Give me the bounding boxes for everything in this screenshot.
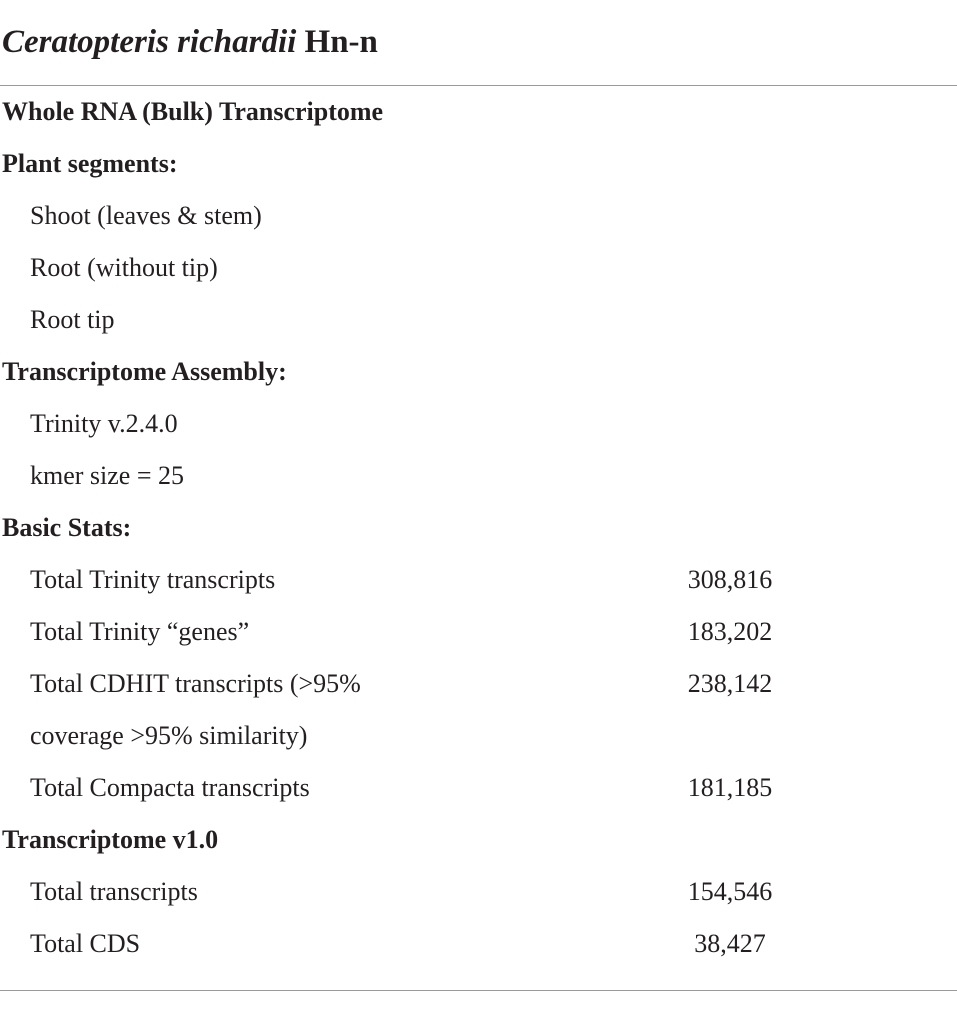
row-value: 181,185: [687, 773, 773, 802]
section-header-basic-stats: [0, 502, 957, 554]
row-label: Shoot (leaves & stem): [30, 201, 262, 230]
row-label: Transcriptome v1.0: [2, 825, 219, 854]
row-label: Basic Stats:: [2, 513, 132, 542]
table-row: [0, 242, 957, 294]
section-header-transcriptome-v1: [0, 814, 957, 866]
row-label: coverage >95% similarity): [30, 721, 308, 750]
strain-name: Hn-n: [304, 24, 378, 60]
table-row: [0, 450, 957, 502]
section-header-assembly: [0, 346, 957, 398]
row-label: Total CDHIT transcripts (>95%: [30, 669, 361, 698]
section-header-plant-segments: [0, 138, 957, 190]
row-label: Root tip: [30, 305, 115, 334]
table-row: [0, 710, 957, 762]
row-label: Plant segments:: [2, 149, 178, 178]
table-row: [0, 762, 957, 814]
row-value: 154,546: [687, 877, 773, 906]
section-header-bulk-transcriptome: [0, 86, 957, 138]
species-name: Ceratopteris richardii: [2, 24, 297, 60]
row-label: Total transcripts: [30, 877, 198, 906]
row-label: Whole RNA (Bulk) Transcriptome: [2, 97, 384, 126]
table-row: [0, 918, 957, 970]
table-row: [0, 294, 957, 346]
table-body: [0, 86, 957, 970]
row-label: Root (without tip): [30, 253, 218, 282]
table-title: [2, 22, 378, 62]
row-label: Transcriptome Assembly:: [2, 357, 287, 386]
row-label: Total Compacta transcripts: [30, 773, 310, 802]
table-row: [0, 866, 957, 918]
row-label: Total Trinity transcripts: [30, 565, 276, 594]
row-label: Total CDS: [30, 929, 141, 958]
table-bottom-rule: [0, 990, 957, 991]
table-row: [0, 190, 957, 242]
table-row: [0, 658, 957, 710]
table-row: [0, 398, 957, 450]
row-label: Trinity v.2.4.0: [30, 409, 178, 438]
table-row: [0, 554, 957, 606]
row-value: 183,202: [687, 617, 773, 646]
table-row: [0, 606, 957, 658]
row-label: Total Trinity “genes”: [30, 617, 250, 646]
table-title-row: [0, 0, 957, 86]
row-value: 38,427: [694, 929, 766, 958]
row-label: kmer size = 25: [30, 461, 185, 490]
row-value: 308,816: [687, 565, 773, 594]
row-value: 238,142: [687, 669, 773, 698]
